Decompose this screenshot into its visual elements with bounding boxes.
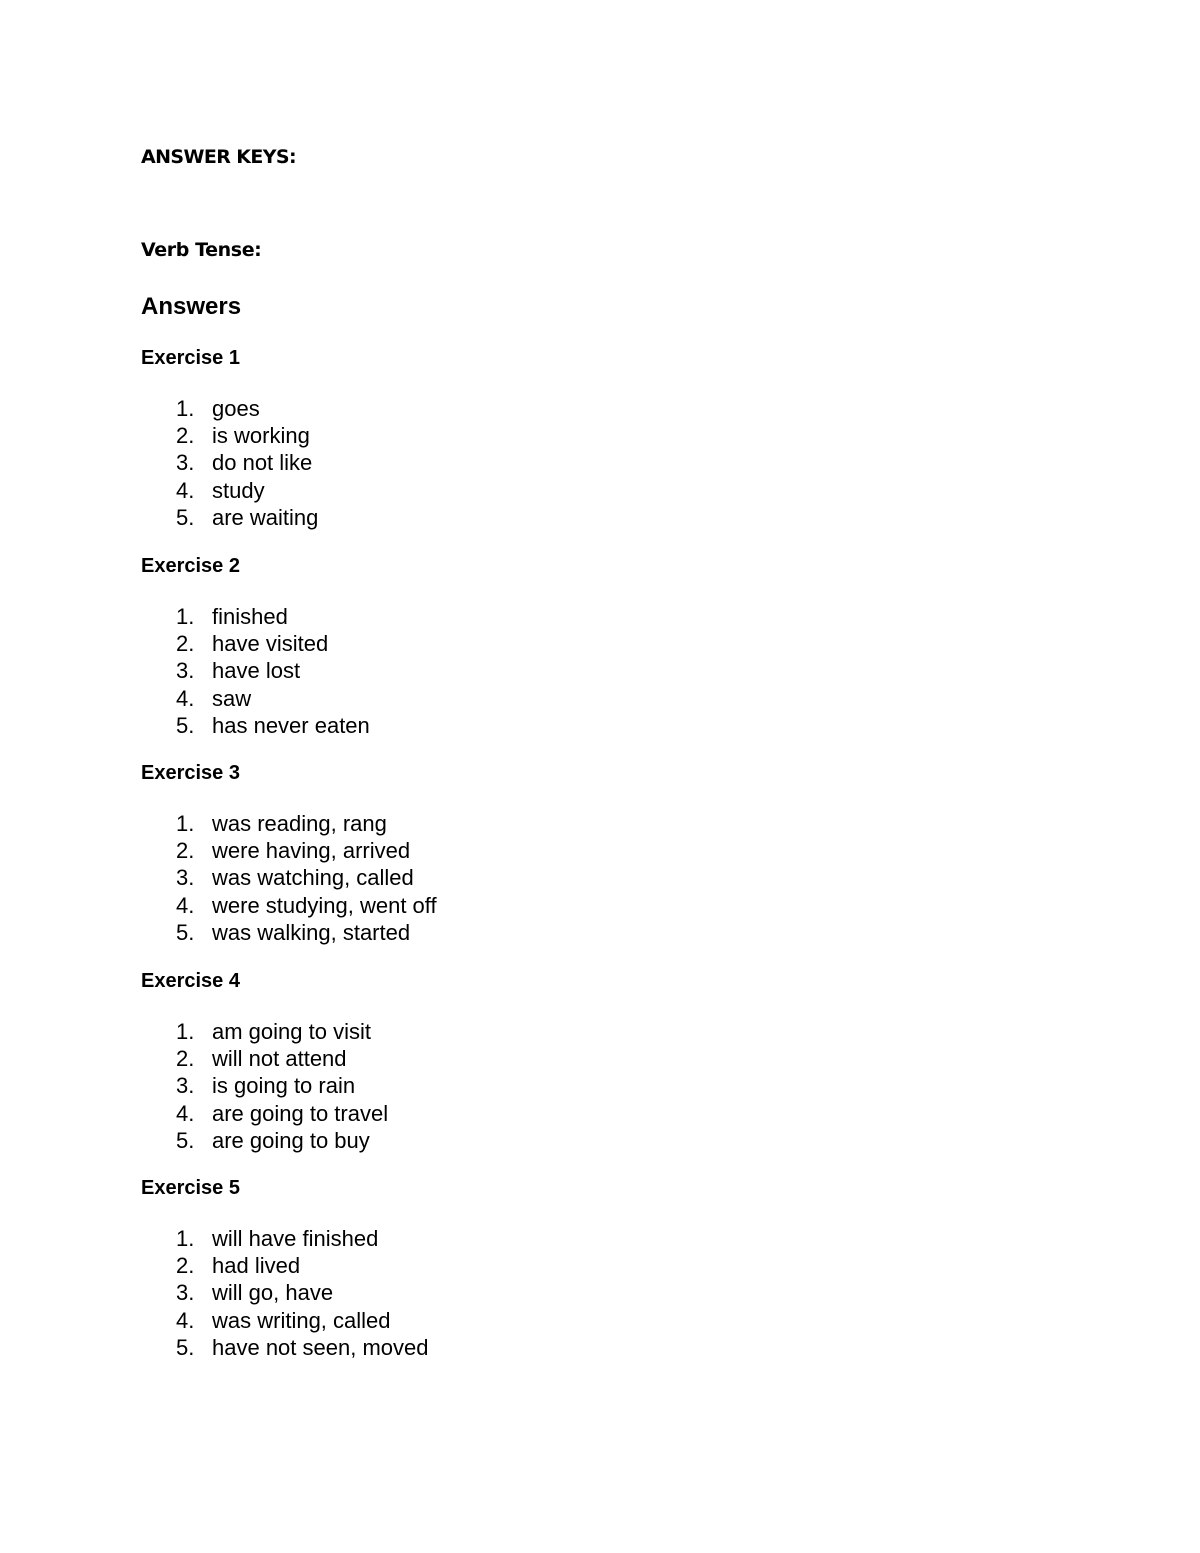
answers-heading: Answers (141, 293, 242, 320)
answer-text: was reading, rang (212, 811, 387, 836)
answer-item (141, 1252, 741, 1279)
item-number: 2. (176, 1253, 195, 1279)
answer-text: finished (212, 604, 288, 629)
item-number: 2. (176, 631, 195, 657)
item-number: 4. (176, 892, 195, 918)
exercise-heading: Exercise 1 (141, 347, 240, 369)
item-number: 3. (176, 1073, 195, 1099)
answer-item (141, 1018, 741, 1045)
answer-text: am going to visit (212, 1019, 371, 1044)
answer-text: was writing, called (212, 1307, 391, 1333)
answer-list (141, 603, 741, 739)
answer-item (141, 630, 741, 657)
answer-text: will go, have (212, 1280, 334, 1306)
answer-item (141, 395, 741, 422)
answer-item (141, 1045, 741, 1072)
document-title: ANSWER KEYS: (141, 146, 297, 168)
answer-text: have lost (212, 658, 301, 684)
section-label: Verb Tense: (141, 239, 262, 261)
answer-text: goes (212, 396, 260, 421)
item-number: 4. (176, 1307, 195, 1333)
answer-text: had lived (212, 1253, 301, 1279)
answer-item (141, 1072, 741, 1099)
answer-text: have not seen, moved (212, 1334, 429, 1360)
item-number: 5. (176, 712, 195, 738)
item-number: 1. (176, 1019, 195, 1044)
answer-text: were studying, went off (212, 892, 437, 918)
item-number: 1. (176, 811, 195, 836)
answer-item (141, 422, 741, 449)
answer-text: will not attend (212, 1046, 347, 1072)
answer-text: are going to buy (212, 1127, 370, 1153)
item-number: 2. (176, 423, 195, 449)
exercise-heading: Exercise 4 (141, 970, 240, 992)
item-number: 3. (176, 1280, 195, 1306)
answer-item (141, 712, 741, 739)
exercise-4 (141, 968, 741, 1154)
item-number: 3. (176, 450, 195, 476)
answer-text: is working (212, 423, 310, 449)
answer-list (141, 395, 741, 531)
answer-item (141, 1334, 741, 1361)
item-number: 4. (176, 685, 195, 711)
item-number: 1. (176, 604, 195, 629)
answer-list (141, 810, 741, 946)
item-number: 5. (176, 1127, 195, 1153)
item-number: 2. (176, 1046, 195, 1072)
answer-item (141, 892, 741, 919)
answer-text: study (212, 477, 265, 503)
answer-text: has never eaten (212, 712, 370, 738)
answer-text: was watching, called (212, 865, 414, 891)
answer-item (141, 1100, 741, 1127)
answer-text: is going to rain (212, 1073, 356, 1099)
answer-text: have visited (212, 631, 329, 657)
answer-item (141, 685, 741, 712)
answer-item (141, 449, 741, 476)
answer-item (141, 504, 741, 531)
exercise-heading: Exercise 3 (141, 762, 240, 784)
answer-item (141, 1127, 741, 1154)
answer-item (141, 657, 741, 684)
answer-item (141, 1307, 741, 1334)
item-number: 4. (176, 1100, 195, 1126)
answer-item (141, 919, 741, 946)
answer-text: are going to travel (212, 1100, 389, 1126)
item-number: 3. (176, 865, 195, 891)
answer-list (141, 1018, 741, 1154)
answer-text: will have finished (212, 1226, 379, 1251)
answer-item (141, 837, 741, 864)
item-number: 5. (176, 1334, 195, 1360)
exercise-3 (141, 760, 741, 946)
item-number: 3. (176, 658, 195, 684)
exercise-2 (141, 553, 741, 739)
answer-text: do not like (212, 450, 313, 476)
item-number: 4. (176, 477, 195, 503)
answer-list (141, 1225, 741, 1361)
item-number: 2. (176, 838, 195, 864)
answer-text: were having, arrived (212, 838, 411, 864)
answer-item (141, 810, 741, 837)
item-number: 1. (176, 396, 195, 421)
exercise-heading: Exercise 5 (141, 1177, 240, 1199)
item-number: 1. (176, 1226, 195, 1251)
answer-item (141, 477, 741, 504)
answer-item (141, 603, 741, 630)
item-number: 5. (176, 504, 195, 530)
item-number: 5. (176, 919, 195, 945)
exercise-heading: Exercise 2 (141, 555, 240, 577)
exercise-5 (141, 1175, 741, 1361)
answer-text: was walking, started (212, 919, 411, 945)
answer-item (141, 1225, 741, 1252)
answer-item (141, 864, 741, 891)
answer-text: are waiting (212, 504, 319, 530)
answer-text: saw (212, 685, 252, 711)
answer-item (141, 1279, 741, 1306)
exercise-1 (141, 345, 741, 531)
